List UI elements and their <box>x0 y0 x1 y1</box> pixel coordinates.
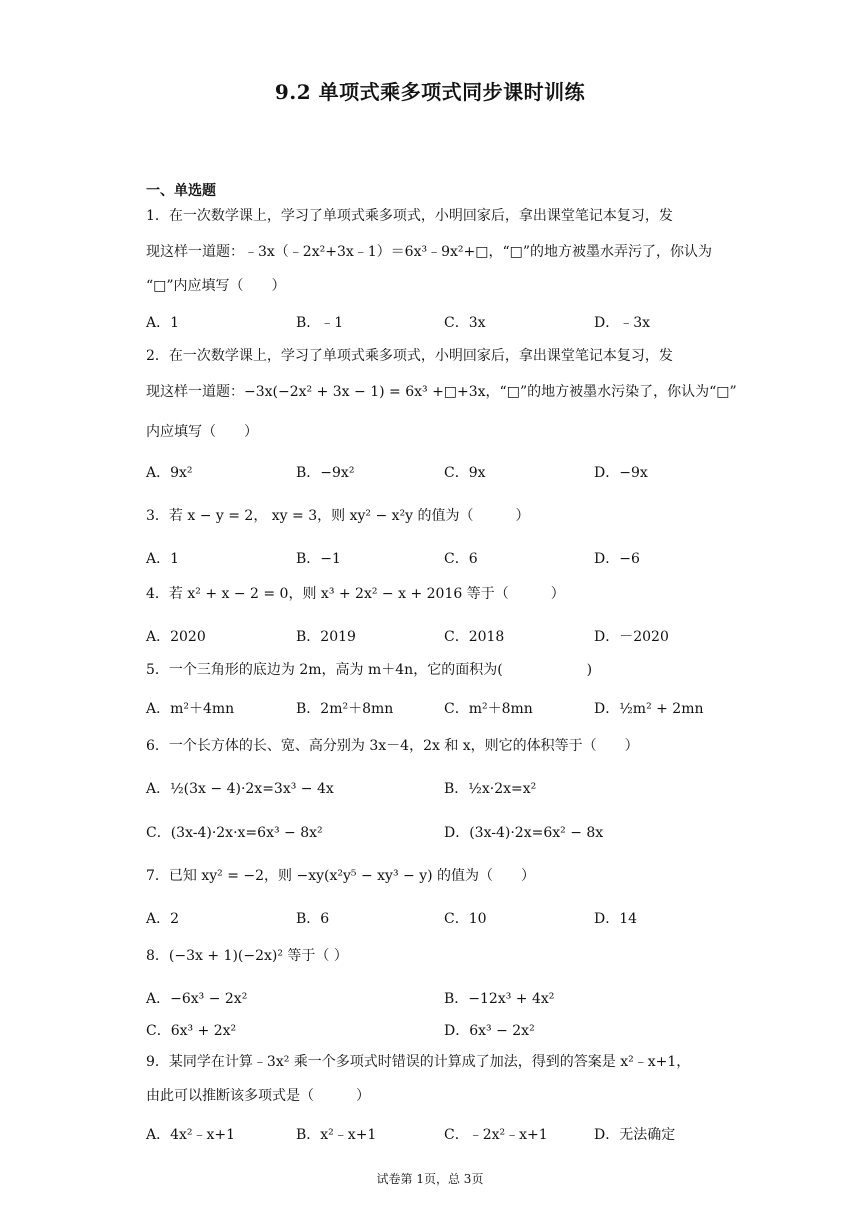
option-a[interactable]: A．2 <box>146 911 180 927</box>
option-b[interactable]: B．﹣1 <box>296 315 344 331</box>
question-4-line-1: 4．若 x² + x − 2 = 0，则 x³ + 2x² − x + 2016 等于（ ） <box>146 586 565 602</box>
option-c[interactable]: C．6x³ + 2x² <box>146 1023 237 1039</box>
question-1-line-1: 1．在一次数学课上，学习了单项式乘多项式，小明回家后，拿出课堂笔记本复习，发 <box>146 208 673 224</box>
question-6-options-row-1 <box>146 778 726 802</box>
option-b[interactable]: B．−9x² <box>296 465 355 481</box>
option-a[interactable]: A．9x² <box>146 465 193 481</box>
question-8-options-row-2 <box>146 1020 726 1044</box>
option-a[interactable]: A．1 <box>146 551 180 567</box>
option-d[interactable]: D．﹣3x <box>594 315 651 331</box>
option-a[interactable]: A．m²＋4mn <box>146 701 235 717</box>
option-c[interactable]: C．6 <box>444 551 478 567</box>
question-9-line-2: 由此可以推断该多项式是（ ） <box>146 1088 370 1104</box>
option-c[interactable]: C．m²＋8mn <box>444 701 533 717</box>
question-2-options <box>146 462 726 486</box>
option-b[interactable]: B．x²﹣x+1 <box>296 1127 377 1143</box>
option-b[interactable]: B．6 <box>296 911 330 927</box>
option-d[interactable]: D．6x³ − 2x² <box>444 1023 535 1039</box>
question-7-options <box>146 908 726 932</box>
option-c[interactable]: C．10 <box>444 911 487 927</box>
question-2-line-3: 内应填写（ ） <box>146 424 258 440</box>
option-d[interactable]: D．－2020 <box>594 629 669 645</box>
question-2-line-1: 2．在一次数学课上，学习了单项式乘多项式，小明回家后，拿出课堂笔记本复习，发 <box>146 348 673 364</box>
question-5-line-1: 5．一个三角形的底边为 2m，高为 m＋4n，它的面积为( ) <box>146 662 593 678</box>
option-a[interactable]: A．2020 <box>146 629 206 645</box>
question-1-line-3: “□”内应填写（ ） <box>146 278 286 294</box>
question-7-line-1: 7．已知 xy² = −2，则 −xy(x²y⁵ − xy³ − y) 的值为（ ） <box>146 868 536 884</box>
option-c[interactable]: C．2018 <box>444 629 505 645</box>
question-1-line-2: 现这样一道题：﹣3x（﹣2x²+3x﹣1）＝6x³﹣9x²+□，“□”的地方被墨水弄污了，你认为 <box>146 244 712 260</box>
option-b[interactable]: B．½x·2x=x² <box>444 781 537 797</box>
question-8-options-row-1 <box>146 988 726 1012</box>
option-a[interactable]: A．4x²﹣x+1 <box>146 1127 236 1143</box>
question-5-options <box>146 698 726 722</box>
question-4-options <box>146 626 726 650</box>
option-a[interactable]: A．½(3x − 4)·2x=3x³ − 4x <box>146 781 334 797</box>
option-d[interactable]: D．14 <box>594 911 638 927</box>
option-d[interactable]: D．(3x-4)·2x=6x² − 8x <box>444 825 604 841</box>
option-d[interactable]: D．−9x <box>594 465 648 481</box>
question-2-line-2: 现这样一道题：−3x(−2x² + 3x − 1) = 6x³ +□+3x，“□”的地方被墨水污染了，你认为“□” <box>146 384 737 400</box>
question-9-line-1: 9．某同学在计算﹣3x² 乘一个多项式时错误的计算成了加法，得到的答案是 x²﹣x+1， <box>146 1054 691 1070</box>
section-heading: 一、单选题 <box>146 183 216 199</box>
page-footer: 试卷第 1页，总 3页 <box>376 1172 484 1186</box>
question-1-options <box>146 312 726 336</box>
option-b[interactable]: B．−12x³ + 4x² <box>444 991 555 1007</box>
option-d[interactable]: D．无法确定 <box>594 1127 676 1143</box>
option-c[interactable]: C．(3x-4)·2x·x=6x³ − 8x² <box>146 825 323 841</box>
option-c[interactable]: C．9x <box>444 465 486 481</box>
option-d[interactable]: D．½m² + 2mn <box>594 701 704 717</box>
option-d[interactable]: D．−6 <box>594 551 640 567</box>
page-title: 9.2 单项式乘多项式同步课时训练 <box>274 80 586 104</box>
option-b[interactable]: B．2019 <box>296 629 356 645</box>
question-6-line-1: 6．一个长方体的长、宽、高分别为 3x－4，2x 和 x，则它的体积等于（ ） <box>146 738 639 754</box>
option-c[interactable]: C．﹣2x²﹣x+1 <box>444 1127 548 1143</box>
option-c[interactable]: C．3x <box>444 315 486 331</box>
option-a[interactable]: A．1 <box>146 315 180 331</box>
option-b[interactable]: B．−1 <box>296 551 341 567</box>
option-a[interactable]: A．−6x³ − 2x² <box>146 991 248 1007</box>
question-3-line-1: 3．若 x − y = 2， xy = 3，则 xy² − x²y 的值为（ ） <box>146 508 530 524</box>
question-6-options-row-2 <box>146 822 726 846</box>
question-3-options <box>146 548 726 572</box>
option-b[interactable]: B．2m²＋8mn <box>296 701 394 717</box>
question-8-line-1: 8．(−3x + 1)(−2x)² 等于（ ） <box>146 948 348 964</box>
question-9-options <box>146 1124 726 1148</box>
